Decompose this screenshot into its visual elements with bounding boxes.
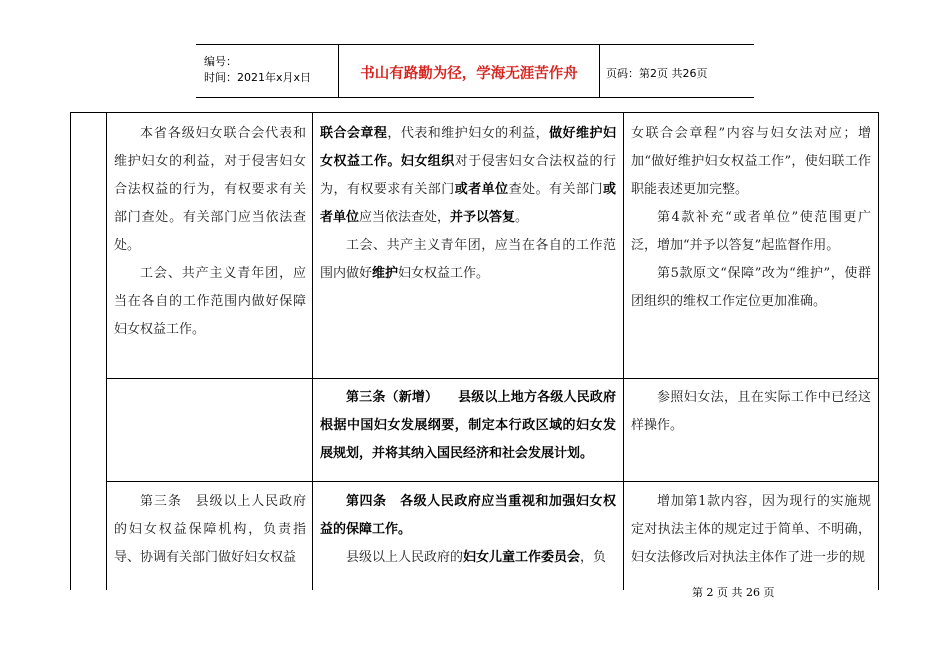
- table-divider-1: [106, 112, 107, 590]
- row1-original-para-1: 本省各级妇女联合会代表和维护妇女的利益，对于侵害妇女合法权益的行为，有权要求有关部门查处。有关部门应当依法查处。: [114, 126, 306, 253]
- article-title: 第四条: [346, 494, 387, 509]
- revised-bold-text: 并予以答复: [450, 210, 516, 225]
- revised-text: 工会、共产主义青年团，应当在各自的工作范围内做好: [320, 238, 616, 281]
- row3-original-para-1: 第三条 县级以上人民政府的妇女权益保障机构，负责指导、协调有关部门做好妇女权益: [114, 494, 306, 565]
- row1-original-para-2: 工会、共产主义青年团，应当在各自的工作范围内做好保障妇女权益工作。: [114, 266, 306, 337]
- row1-revised-para-2: [320, 232, 616, 288]
- row-divider-2: [106, 481, 879, 482]
- row1-note-text: [631, 120, 871, 316]
- table-border-right: [878, 112, 879, 590]
- revised-bold-text: 维护: [372, 266, 399, 281]
- revised-text: ，负: [580, 550, 607, 565]
- row3-original-text: [114, 488, 306, 572]
- page-header: [196, 44, 754, 98]
- row1-note-para-1: 女联合会章程”内容与妇女法对应；增加“做好维护妇女权益工作”，使妇联工作职能表述更加完整。: [631, 126, 871, 197]
- revised-bold-text: 做好维护妇女权益工作。妇女组织: [320, 126, 616, 169]
- row1-note-para-2: 第4款补充“或者单位”使范围更广泛，增加“并予以答复”起监督作用。: [631, 210, 871, 253]
- revised-bold-text: 或者单位: [454, 182, 509, 197]
- header-motto-cell: [339, 45, 600, 97]
- table-border-left: [70, 112, 71, 590]
- footer-page-number: 第 2 页 共 26 页: [692, 586, 775, 599]
- table-divider-2: [312, 112, 313, 590]
- row2-revised-text: [320, 384, 616, 468]
- header-page-number: 页码：第2页 共26页: [606, 67, 708, 80]
- row3-note-para-1: 增加第1款内容，因为现行的实施规定对执法主体的规定过于简单、不明确，妇女法修改后对执法主体作了进一步的规: [631, 494, 871, 565]
- revised-text: 县级以上人民政府的: [346, 550, 464, 565]
- comparison-table: [70, 112, 879, 590]
- revised-bold-text: 妇女儿童工作委员会: [463, 550, 581, 565]
- revised-text: 查处。有关部门: [508, 182, 603, 197]
- revised-text: 妇女权益工作。: [398, 266, 490, 281]
- row3-revised-para-2: [320, 544, 616, 572]
- revised-bold-text: 或者单位: [320, 182, 616, 225]
- header-page-cell: [600, 45, 754, 97]
- row1-revised-para-1: [320, 120, 616, 232]
- header-motto: 书山有路勤为径，学海无涯苦作舟: [360, 66, 578, 82]
- row2-note-text: [631, 384, 871, 440]
- row-divider-1: [106, 378, 879, 379]
- revised-text: 对于侵害妇女合法权益的行为，有权要求有关部门: [320, 154, 616, 197]
- row1-original-text: [114, 120, 306, 344]
- header-time: 时间：2021年x月x日: [204, 71, 312, 84]
- revised-bold-text: 联合会章程: [320, 126, 388, 141]
- revised-text: ，代表和维护妇女的利益，: [387, 126, 550, 141]
- revised-text: 应当依法查处，: [359, 210, 451, 225]
- header-number: 编号：: [204, 55, 237, 68]
- row3-revised-para-1: [320, 488, 616, 544]
- revised-bold-text: 县级以上地方各级人民政府根据中国妇女发展纲要，制定本行政区域的妇女发展规划，并将其纳入国民经济和社会发展计划。: [320, 390, 616, 461]
- table-border-top: [70, 112, 879, 113]
- row2-revised-para-1: [320, 384, 616, 468]
- table-divider-3: [623, 112, 624, 590]
- article-title: 第三条（新增）: [346, 390, 432, 405]
- header-meta: [196, 45, 339, 97]
- row1-revised-text: [320, 120, 616, 288]
- row3-revised-text: [320, 488, 616, 572]
- revised-text: 。: [515, 210, 529, 225]
- row1-note-para-3: 第5款原文“保障”改为“维护”，使群团组织的维权工作定位更加准确。: [631, 266, 871, 309]
- row2-note-para-1: 参照妇女法，且在实际工作中已经这样操作。: [631, 390, 871, 433]
- revised-bold-text: 各级人民政府应当重视和加强妇女权益的保障工作。: [320, 494, 616, 537]
- row3-note-text: [631, 488, 871, 572]
